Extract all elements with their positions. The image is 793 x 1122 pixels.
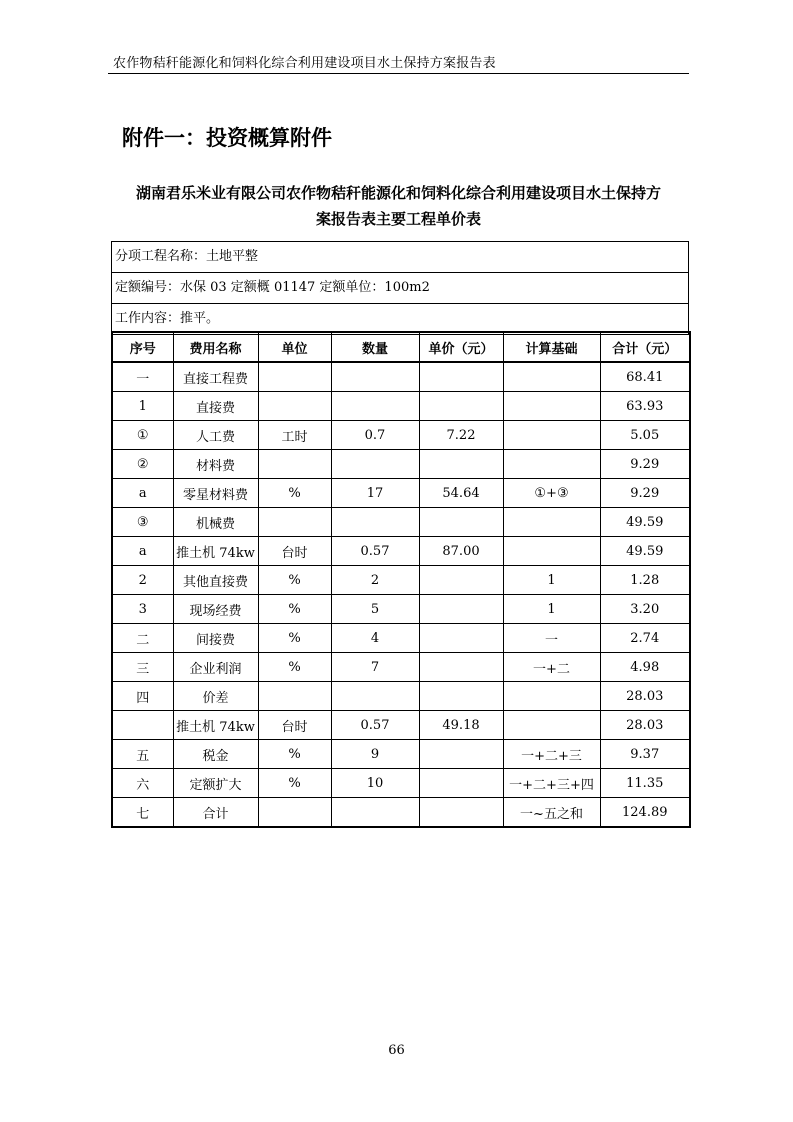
table-row (112, 682, 690, 711)
table-cell: 3.20 (600, 595, 690, 624)
header-cell: 数量 (331, 332, 419, 362)
table-cell: % (258, 624, 331, 653)
appendix-title: 附件一：投资概算附件 (122, 126, 332, 150)
table-cell: 68.41 (600, 362, 690, 392)
running-header: 农作物秸秆能源化和饲料化综合利用建设项目水土保持方案报告表 (113, 56, 496, 71)
table-header-row (112, 332, 690, 362)
table-row (112, 711, 690, 740)
table-cell: 0.57 (331, 711, 419, 740)
table-cell: % (258, 653, 331, 682)
table-cell (258, 392, 331, 421)
table-cell: 4.98 (600, 653, 690, 682)
header-cell: 单价（元） (419, 332, 503, 362)
table-cell: 人工费 (173, 421, 258, 450)
project-name-row: 分项工程名称：土地平整 (112, 242, 688, 273)
table-cell: 五 (112, 740, 173, 769)
table-cell: % (258, 595, 331, 624)
table-row (112, 624, 690, 653)
quota-row: 定额编号：水保 03 定额概 01147 定额单位：100m2 (112, 273, 688, 304)
table-cell (419, 682, 503, 711)
table-cell: 现场经费 (173, 595, 258, 624)
table-cell: 49.18 (419, 711, 503, 740)
table-cell: 0.7 (331, 421, 419, 450)
table-cell: 一+二+三 (503, 740, 600, 769)
project-info-block (111, 241, 689, 335)
table-cell: 三 (112, 653, 173, 682)
table-cell: 七 (112, 798, 173, 828)
header-rule (108, 73, 689, 74)
table-row (112, 479, 690, 508)
table-cell: 直接工程费 (173, 362, 258, 392)
table-cell (419, 508, 503, 537)
table-cell: 4 (331, 624, 419, 653)
table-cell (331, 682, 419, 711)
table-cell: 六 (112, 769, 173, 798)
table-cell (503, 508, 600, 537)
table-cell: 一 (503, 624, 600, 653)
table-cell: ③ (112, 508, 173, 537)
table-cell: % (258, 740, 331, 769)
table-cell (503, 392, 600, 421)
table-cell (419, 450, 503, 479)
table-row (112, 740, 690, 769)
table-cell: 定额扩大 (173, 769, 258, 798)
table-cell (258, 682, 331, 711)
table-cell: 5 (331, 595, 419, 624)
table-cell: 9.29 (600, 479, 690, 508)
table-row (112, 566, 690, 595)
table-row (112, 392, 690, 421)
table-cell (331, 362, 419, 392)
table-cell (503, 450, 600, 479)
table-cell: 台时 (258, 711, 331, 740)
table-cell: a (112, 537, 173, 566)
table-cell: 11.35 (600, 769, 690, 798)
table-cell: 124.89 (600, 798, 690, 828)
table-row (112, 769, 690, 798)
table-cell: 7.22 (419, 421, 503, 450)
table-cell (331, 798, 419, 828)
table-cell: 1 (503, 595, 600, 624)
table-title-line-1: 湖南君乐米业有限公司农作物秸秆能源化和饲料化综合利用建设项目水土保持方 (135, 184, 661, 202)
table-cell (503, 682, 600, 711)
header-cell: 单位 (258, 332, 331, 362)
table-cell (112, 711, 173, 740)
table-cell: 2.74 (600, 624, 690, 653)
table-row (112, 595, 690, 624)
table-cell: 直接费 (173, 392, 258, 421)
table-cell: 49.59 (600, 537, 690, 566)
table-cell (503, 537, 600, 566)
table-cell: 企业利润 (173, 653, 258, 682)
table-cell: ② (112, 450, 173, 479)
table-cell: % (258, 479, 331, 508)
table-cell: ①+③ (503, 479, 600, 508)
table-cell: 63.93 (600, 392, 690, 421)
table-cell (258, 450, 331, 479)
header-cell: 费用名称 (173, 332, 258, 362)
table-cell: 28.03 (600, 682, 690, 711)
table-cell: 87.00 (419, 537, 503, 566)
table-cell: % (258, 769, 331, 798)
table-cell (419, 740, 503, 769)
table-cell: 机械费 (173, 508, 258, 537)
table-row (112, 798, 690, 828)
table-cell: a (112, 479, 173, 508)
table-cell: 9 (331, 740, 419, 769)
table-cell: 1 (112, 392, 173, 421)
table-cell: 税金 (173, 740, 258, 769)
table-cell: 材料费 (173, 450, 258, 479)
table-cell: 10 (331, 769, 419, 798)
table-cell (419, 653, 503, 682)
table-cell (503, 421, 600, 450)
table-cell: 一~五之和 (503, 798, 600, 828)
table-cell: 3 (112, 595, 173, 624)
table-cell: 推土机 74kw (173, 537, 258, 566)
table-row (112, 653, 690, 682)
table-cell (419, 362, 503, 392)
page-number: 66 (388, 1043, 405, 1058)
table-cell: 合计 (173, 798, 258, 828)
work-content-row: 工作内容：推平。 (112, 304, 688, 335)
table-row (112, 362, 690, 392)
table-row (112, 450, 690, 479)
table-body (112, 362, 690, 827)
table-cell: 2 (112, 566, 173, 595)
table-cell: 0.57 (331, 537, 419, 566)
table-cell: 零星材料费 (173, 479, 258, 508)
table-cell: 工时 (258, 421, 331, 450)
header-cell: 合计（元） (600, 332, 690, 362)
table-cell: 推土机 74kw (173, 711, 258, 740)
table-cell: 54.64 (419, 479, 503, 508)
table-cell (503, 711, 600, 740)
table-cell (419, 595, 503, 624)
table-row (112, 508, 690, 537)
table-cell (331, 450, 419, 479)
table-cell: 9.29 (600, 450, 690, 479)
table-row (112, 537, 690, 566)
header-cell: 序号 (112, 332, 173, 362)
table-cell: 一+二+三+四 (503, 769, 600, 798)
table-cell: 其他直接费 (173, 566, 258, 595)
table-cell: 49.59 (600, 508, 690, 537)
table-cell: 7 (331, 653, 419, 682)
table-cell (419, 769, 503, 798)
table-cell (331, 392, 419, 421)
table-cell: 9.37 (600, 740, 690, 769)
table-cell: 四 (112, 682, 173, 711)
table-cell (258, 362, 331, 392)
table-cell: 间接费 (173, 624, 258, 653)
table-cell (419, 798, 503, 828)
table-cell: 2 (331, 566, 419, 595)
table-cell: 一+二 (503, 653, 600, 682)
table-title (108, 180, 689, 232)
table-row (112, 421, 690, 450)
table-cell: 一 (112, 362, 173, 392)
table-cell: ① (112, 421, 173, 450)
table-cell: 价差 (173, 682, 258, 711)
table-cell (419, 624, 503, 653)
table-cell: 二 (112, 624, 173, 653)
table-cell: 台时 (258, 537, 331, 566)
table-cell (258, 798, 331, 828)
header-cell: 计算基础 (503, 332, 600, 362)
table-cell: % (258, 566, 331, 595)
table-cell: 5.05 (600, 421, 690, 450)
table-cell: 1 (503, 566, 600, 595)
table-cell (331, 508, 419, 537)
table-cell: 28.03 (600, 711, 690, 740)
table-cell: 17 (331, 479, 419, 508)
table-cell (258, 508, 331, 537)
table-title-line-2: 案报告表主要工程单价表 (315, 210, 481, 228)
table-cell: 1.28 (600, 566, 690, 595)
table-cell (503, 362, 600, 392)
table-cell (419, 566, 503, 595)
table-cell (419, 392, 503, 421)
unit-price-table (111, 331, 691, 828)
